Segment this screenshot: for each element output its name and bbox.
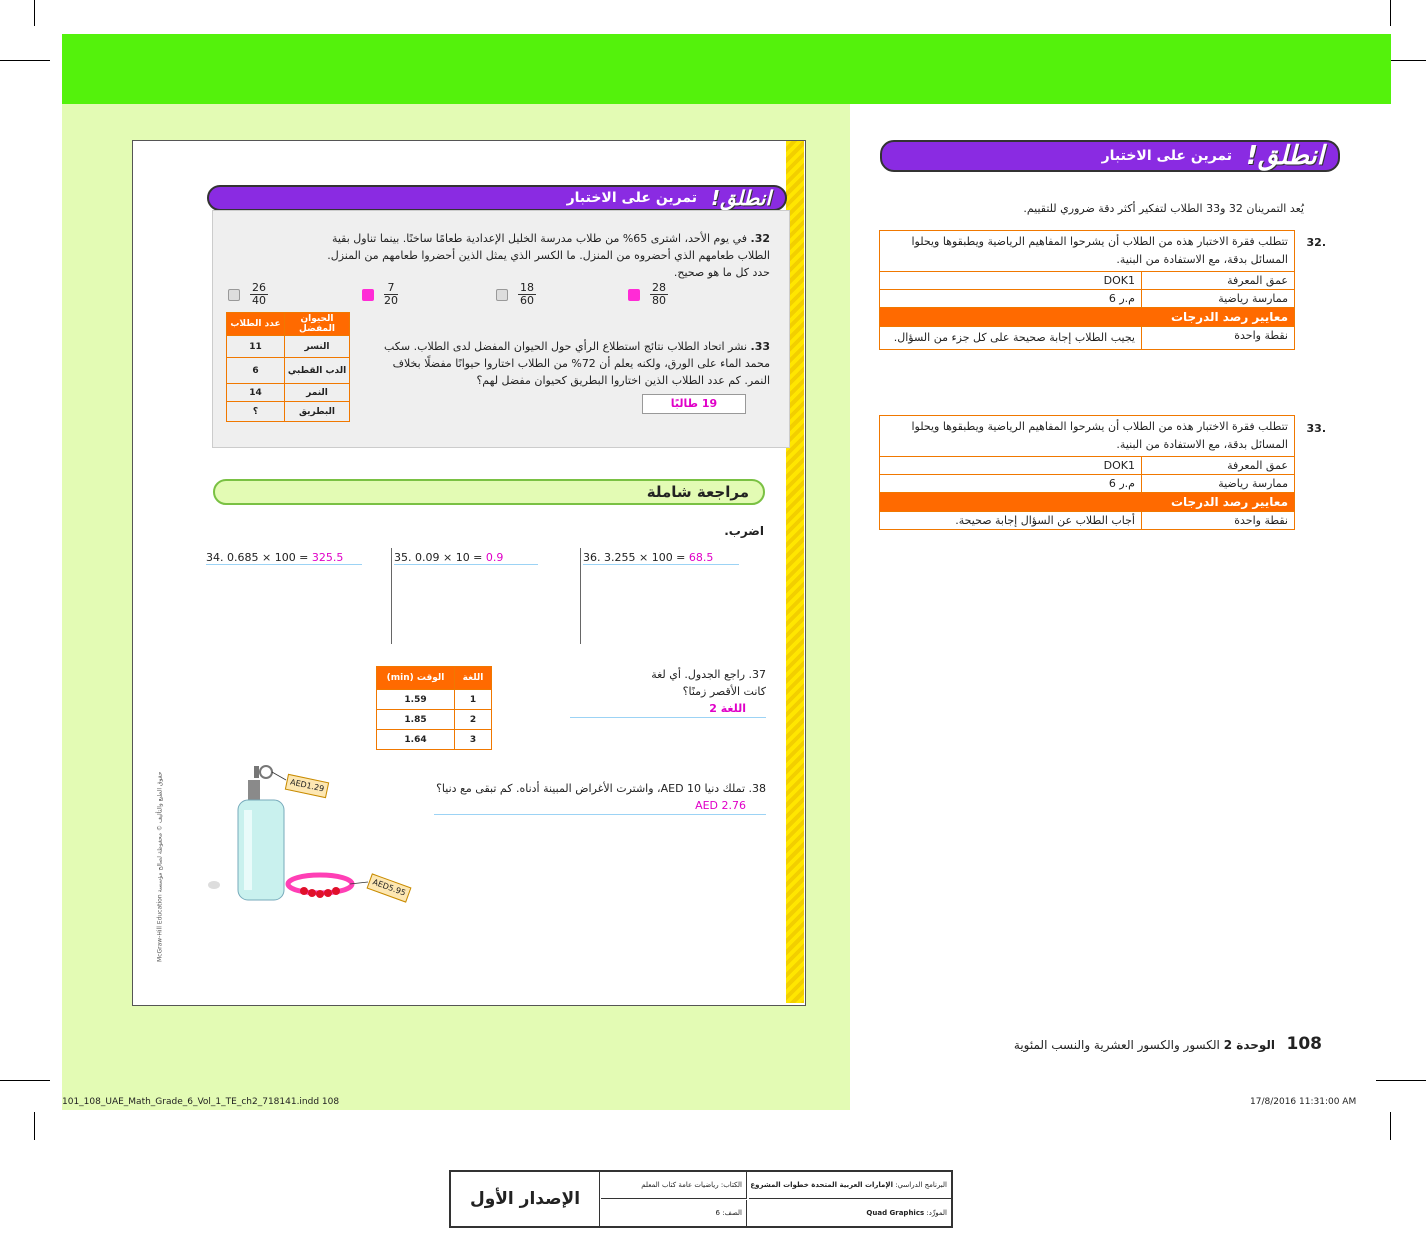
teacher-banner [880, 140, 1340, 172]
option-3[interactable] [362, 282, 398, 307]
print-info-box [449, 1170, 953, 1228]
crop-mark [0, 60, 50, 61]
checkbox[interactable] [496, 289, 508, 301]
crop-mark [34, 0, 35, 26]
top-color-bar [62, 34, 1391, 104]
fraction: $\frac{28}{80}$ [652, 281, 666, 307]
date-slug: 17/8/2016 11:31:00 AM [1250, 1097, 1357, 1107]
divider [580, 548, 581, 644]
edition-label: الإصدار الأول [451, 1172, 600, 1226]
question-text: نشر اتحاد الطلاب نتائج استطلاع الرأي حول الحيوان المفضل لدى الطلاب. سكب محمد الماء على الورق، ولكنه يعلم أن 72% من الطلاب اختاروا حيوانًا مفضلًا بخلاف النمر. كم عدد الطلاب الذين اختاروا البطريق كحيوان مفضل لهم؟ [384, 340, 770, 387]
favorite-animal-table: الحيوان المفضل عدد الطلاب النسر 11 الدب القطبي 6 النمر 14 البطريق ؟ [226, 312, 350, 422]
question-37: 37. راجع الجدول. أي لغة كانت الأقصر زمنًا؟ اللغة 2 [570, 666, 766, 718]
checkbox[interactable] [228, 289, 240, 301]
banner-title: انطلق! [711, 186, 771, 210]
copyright-credit: حقوق الطبع والتأليف © محفوظة لصالح مؤسسة McGraw-Hill Education [156, 771, 164, 962]
fraction: $\frac{26}{40}$ [252, 281, 266, 307]
scoring-table-32: تتطلب فقرة الاختبار هذه من الطلاب أن يشرحوا المفاهيم الرياضية ويطبقوها ويحلوا المسائل بدقة، مع الاستفادة من البنية. عمق المعرفة DOK1 ممارسة رياضية م.ر 6 معايير رصد الدرجات نقطة واحدة يجيب الطلاب إجابة صحيحة على كل جزء من السؤال. [879, 230, 1295, 350]
language-time-table: اللغة الوقت (min) 1 1.59 2 1.85 3 1.64 [376, 666, 492, 750]
page-footer [960, 1034, 1322, 1054]
problem-36: 36. 3.255 × 100 = 68.5 [583, 551, 739, 565]
student-banner [207, 185, 787, 211]
checkbox-checked[interactable] [362, 289, 374, 301]
crop-mark [1390, 0, 1391, 26]
question-32 [322, 230, 770, 281]
divider [391, 548, 392, 644]
crop-mark [1376, 1080, 1426, 1081]
review-banner: مراجعة شاملة [213, 479, 765, 505]
fraction: $\frac{18}{60}$ [520, 281, 534, 307]
grade-cell: الصف: 6 [601, 1200, 747, 1226]
answer-box-33: 19 طالبًا [642, 394, 746, 414]
crop-mark [0, 1080, 50, 1081]
scoring-table-33: تتطلب فقرة الاختبار هذه من الطلاب أن يشرحوا المفاهيم الرياضية ويطبقوها ويحلوا المسائل بدقة، مع الاستفادة من البنية. عمق المعرفة DOK1 ممارسة رياضية م.ر 6 معايير رصد الدرجات نقطة واحدة أجاب الطلاب عن السؤال إجابة صحيحة. [879, 415, 1295, 530]
item-number-33: .33 [1306, 422, 1326, 435]
banner-subtitle: تمرين على الاختبار [566, 190, 698, 206]
banner-title: انطلق! [1246, 141, 1324, 171]
option-4[interactable] [228, 282, 268, 307]
question-number: 32. [750, 232, 770, 245]
question-33 [366, 338, 770, 389]
unit-title: الكسور والكسور العشرية والنسب المئوية [1013, 1038, 1220, 1052]
option-1[interactable] [628, 282, 668, 307]
price-tag-bottle: AED1.29 [285, 774, 329, 798]
crop-mark [1390, 1112, 1391, 1140]
program-cell: البرنامج الدراسي: الإمارات العربية المتحدة خطوات المشروع [749, 1172, 951, 1199]
book-cell: الكتاب: رياضيات عامة كتاب المعلم [601, 1172, 747, 1199]
fraction: $\frac{7}{20}$ [384, 281, 398, 307]
question-38: 38. تملك دنيا AED 10، واشترت الأغراض المبينة أدناه. كم تبقى مع دنيا؟ AED 2.76 [434, 780, 766, 815]
file-slug: 101_108_UAE_Math_Grade_6_Vol_1_TE_ch2_718141.indd 108 [62, 1097, 340, 1107]
intro-text: يُعد التمرينان 32 و33 الطلاب لتفكير أكثر دقة ضروري للتقييم. [1023, 202, 1304, 215]
supplier-cell: المورِّد: Quad Graphics [866, 1209, 947, 1217]
price-tag-bracelet: AED5.95 [367, 873, 412, 902]
problem-34: 34. 0.685 × 100 = 325.5 [206, 551, 362, 565]
checkbox-checked[interactable] [628, 289, 640, 301]
problem-35: 35. 0.09 × 10 = 0.9 [394, 551, 538, 565]
page-number: 108 [1286, 1034, 1322, 1054]
unit-label: الوحدة 2 [1223, 1038, 1276, 1052]
question-text: في يوم الأحد، اشترى 65% من طلاب مدرسة الخليل الإعدادية طعامًا ساخنًا. بينما تناول بقية الطلاب طعامهم الذي أحضروه من المنزل. ما الكسر الذي يمثل الذين أحضروا طعامهم من المنزل. حدد كل ما هو صحيح. [327, 232, 770, 279]
crop-mark [34, 1112, 35, 1140]
question-number: 33. [750, 340, 770, 353]
banner-subtitle: تمرين على الاختبار [1101, 148, 1233, 164]
item-number-32: .32 [1306, 236, 1326, 249]
multiply-instruction: اضرب. [724, 524, 764, 538]
option-2[interactable] [496, 282, 536, 307]
